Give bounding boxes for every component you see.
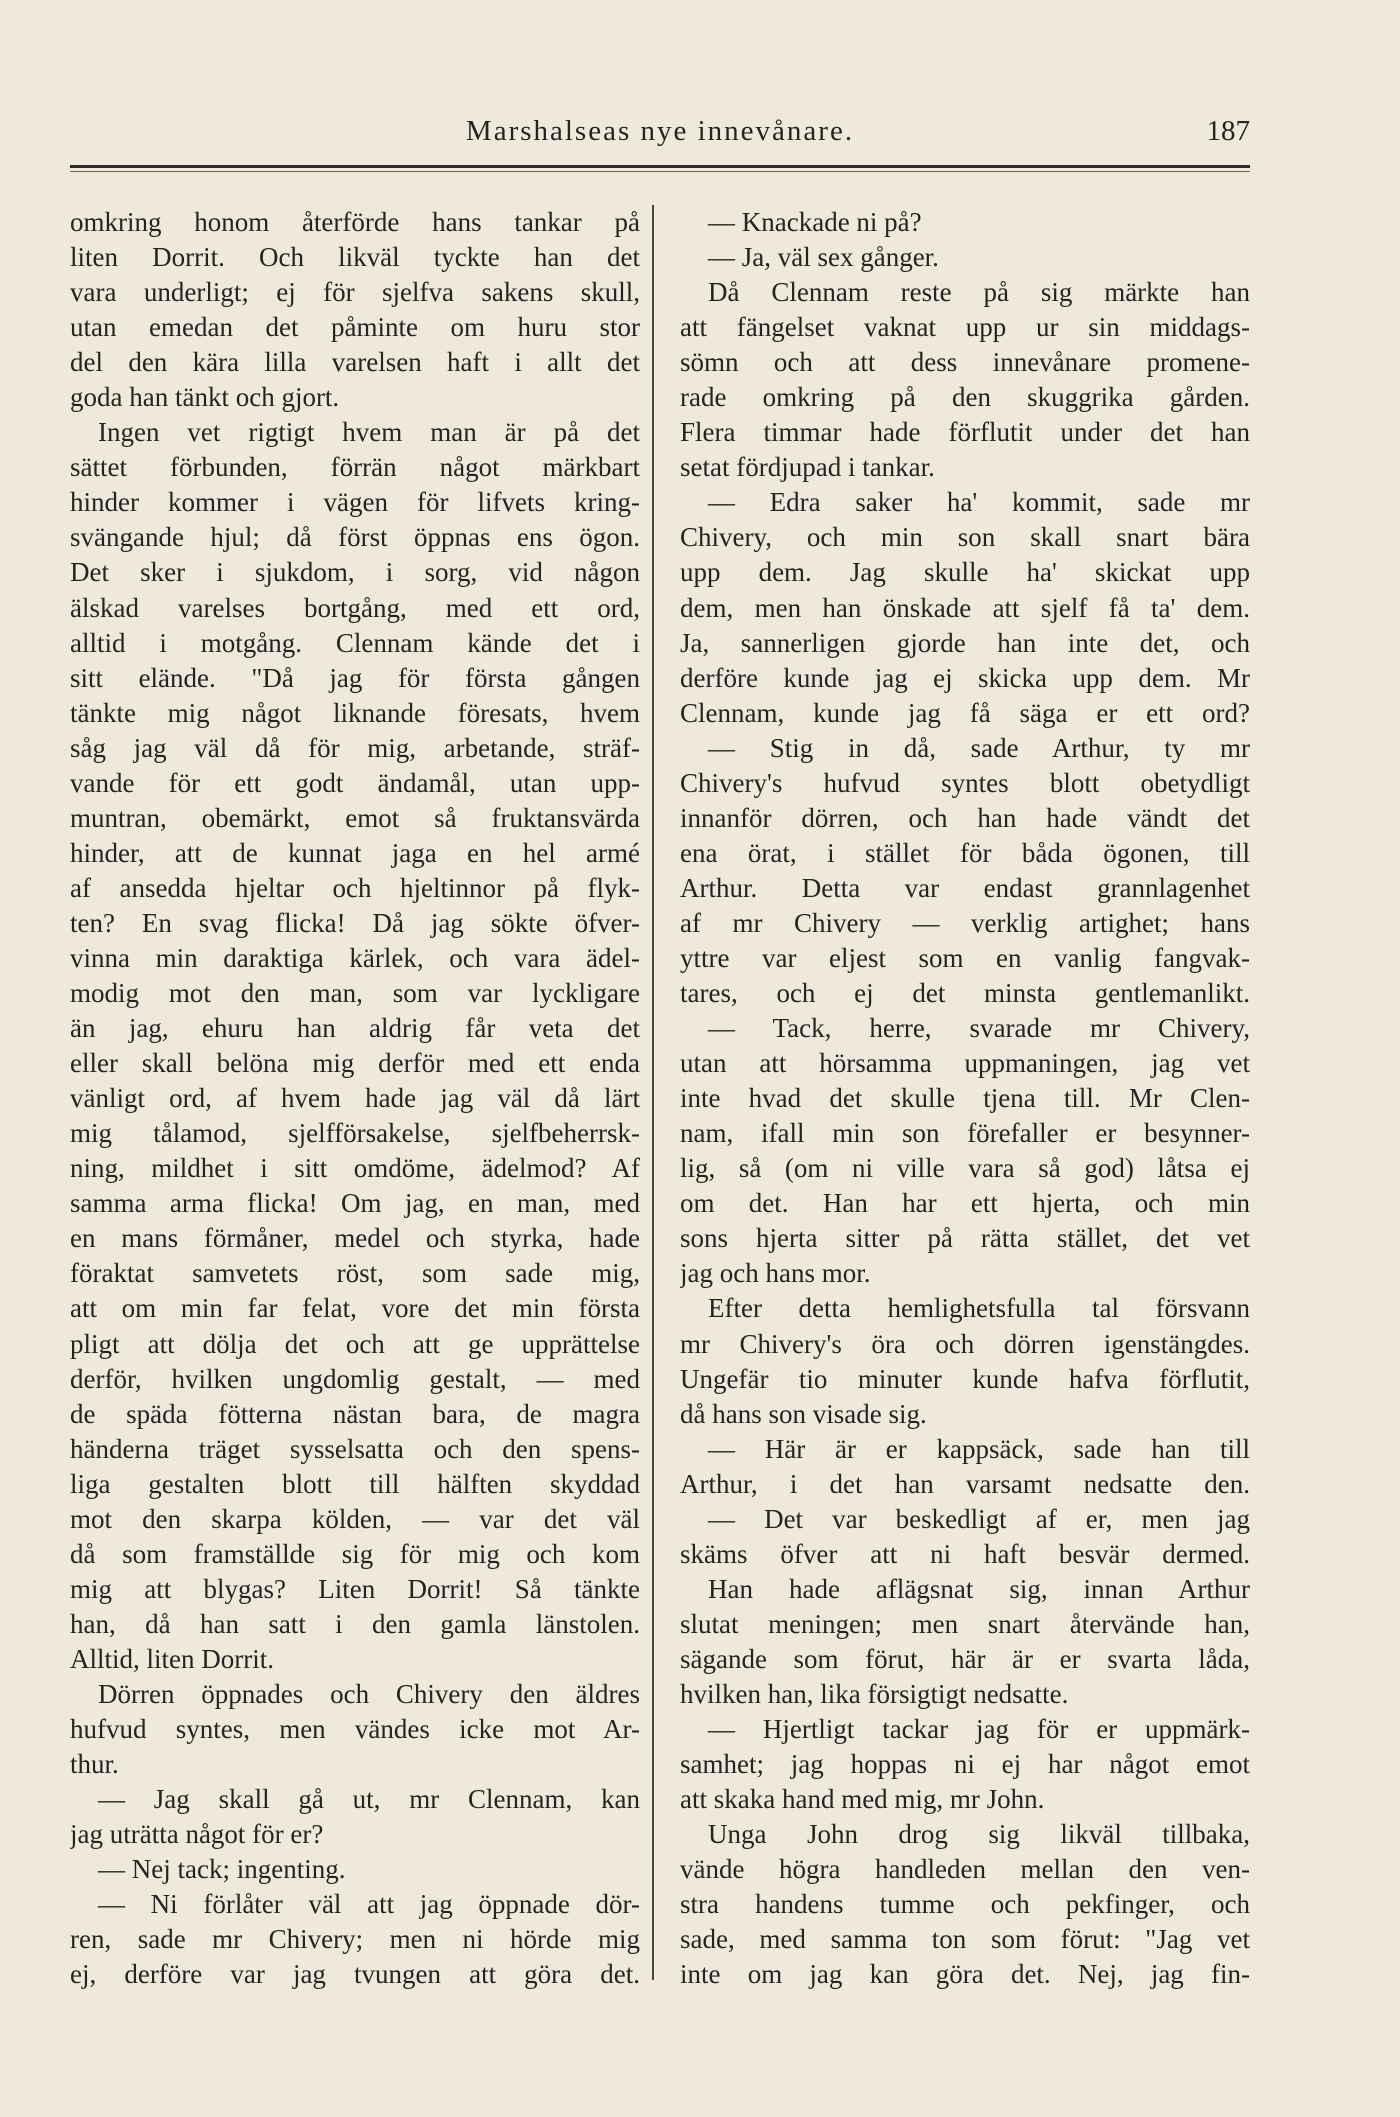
- text-line: samhet; jag hoppas ni ej har något emot: [680, 1749, 1250, 1780]
- text-line: då hans son visade sig.: [680, 1398, 927, 1429]
- text-line: sömn och att dess innevånare promene-: [680, 347, 1250, 378]
- text-line: vände högra handleden mellan den ven-: [680, 1854, 1250, 1885]
- text-line: modig mot den man, som var lyckligare: [70, 978, 640, 1009]
- text-line: Ungefär tio minuter kunde hafva förflutit,: [680, 1363, 1250, 1394]
- text-line: jag uträtta något för er?: [70, 1819, 324, 1850]
- text-line: stra handens tumme och pekfinger, och: [680, 1889, 1250, 1920]
- text-line: sons hjerta sitter på rätta stället, det vet: [680, 1223, 1250, 1254]
- text-line: han, då han satt i den gamla länstolen.: [70, 1608, 640, 1639]
- page-header: [70, 115, 1250, 155]
- running-title: Marshalseas nye innevånare.: [465, 115, 855, 147]
- text-line: goda han tänkt och gjort.: [70, 382, 340, 413]
- text-line: yttre var eljest som en vanlig fangvak-: [680, 942, 1250, 973]
- text-line: — Hjertligt tackar jag för er uppmärk-: [708, 1714, 1250, 1745]
- text-line: Flera timmar hade förflutit under det han: [680, 417, 1250, 448]
- text-line: sägande som förut, här är er svarta låda,: [680, 1643, 1250, 1674]
- text-line: ning, mildhet i sitt omdöme, ädelmod? Af: [70, 1153, 640, 1184]
- text-line: Han hade aflägsnat sig, innan Arthur: [708, 1573, 1250, 1604]
- text-line: mot den skarpa kölden, — var det väl: [70, 1503, 640, 1534]
- text-line: eller skall belöna mig derför med ett enda: [70, 1048, 640, 1079]
- text-line: — Edra saker ha' kommit, sade mr: [708, 487, 1250, 518]
- text-line: slutat meningen; men snart återvände han,: [680, 1608, 1250, 1639]
- text-line: tänkte mig något liknande föresats, hvem: [70, 697, 640, 728]
- text-line: ren, sade mr Chivery; men ni hörde mig: [70, 1924, 640, 1955]
- text-line: dem, men han önskade att sjelf få ta' dem.: [680, 592, 1250, 623]
- text-line: omkring honom återförde hans tankar på: [70, 207, 640, 237]
- text-line: sitt elände. "Då jag för första gången: [70, 662, 640, 693]
- text-line: Ja, sannerligen gjorde han inte det, och: [680, 627, 1250, 658]
- text-line: de späda fötterna nästan bara, de magra: [70, 1398, 640, 1429]
- text-line: — Det var beskedligt af er, men jag: [708, 1503, 1250, 1534]
- text-line: sättet förbunden, förrän något märkbart: [70, 452, 640, 483]
- text-line: ej, derföre var jag tvungen att göra det.: [70, 1959, 640, 1990]
- text-line: hinder kommer i vägen för lifvets kring-: [70, 487, 640, 518]
- text-line: Dörren öppnades och Chivery den äldres: [98, 1678, 640, 1709]
- text-line: lig, så (om ni ville vara så god) låtsa ej: [680, 1153, 1250, 1184]
- text-line: vinna min daraktiga kärlek, och vara ädel-: [70, 942, 640, 973]
- header-rule-thin: [70, 171, 1250, 172]
- text-line: utan emedan det påminte om huru stor: [70, 312, 640, 343]
- text-line: då som framställde sig för mig och kom: [70, 1538, 640, 1569]
- text-line: händerna träget sysselsatta och den spens-: [70, 1433, 640, 1464]
- text-line: Unga John drog sig likväl tillbaka,: [708, 1819, 1250, 1850]
- text-line: skäms öfver att ni haft besvär dermed.: [680, 1538, 1250, 1569]
- text-line: att fängelset vaknat upp ur sin middags-: [680, 312, 1250, 343]
- text-line: liga gestalten blott till hälften skyddad: [70, 1468, 640, 1499]
- text-line: — Nej tack; ingenting.: [98, 1854, 346, 1885]
- text-line: muntran, obemärkt, emot så fruktansvärda: [70, 802, 640, 833]
- text-line: Ingen vet rigtigt hvem man är på det: [98, 417, 640, 448]
- text-line: — Ni förlåter väl att jag öppnade dör-: [98, 1889, 640, 1920]
- right-column: [680, 205, 1250, 1992]
- text-line: hufvud syntes, men vändes icke mot Ar-: [70, 1714, 640, 1745]
- text-line: Arthur. Detta var endast grannlagenhet: [680, 872, 1250, 903]
- text-line: Alltid, liten Dorrit.: [70, 1643, 274, 1674]
- text-line: Efter detta hemlighetsfulla tal försvann: [708, 1293, 1250, 1324]
- text-line: innanför dörren, och han hade vändt det: [680, 802, 1250, 833]
- text-line: upp dem. Jag skulle ha' skickat upp: [680, 557, 1250, 588]
- text-line: nam, ifall min son förefaller er besynner-: [680, 1118, 1250, 1149]
- text-line: pligt att dölja det och att ge upprättelse: [70, 1328, 640, 1359]
- column-divider: [652, 205, 654, 1980]
- text-line: Det sker i sjukdom, i sorg, vid någon: [70, 557, 640, 588]
- text-line: mig tålamod, sjelfförsakelse, sjelfbeherrsk-: [70, 1118, 640, 1149]
- text-line: jag och hans mor.: [680, 1258, 871, 1289]
- left-column: [70, 205, 640, 1992]
- text-line: ena örat, i stället för båda ögonen, till: [680, 837, 1250, 868]
- text-line: mr Chivery's öra och dörren igenstängdes.: [680, 1328, 1250, 1359]
- text-line: — Stig in då, sade Arthur, ty mr: [708, 732, 1250, 763]
- text-line: föraktat samvetets röst, som sade mig,: [70, 1258, 640, 1289]
- text-line: en mans förmåner, medel och styrka, hade: [70, 1223, 640, 1254]
- text-line: att skaka hand med mig, mr John.: [680, 1784, 1045, 1815]
- text-line: setat fördjupad i tankar.: [680, 452, 935, 483]
- text-line: hvilken han, lika försigtigt nedsatte.: [680, 1678, 1069, 1709]
- header-rule: [70, 165, 1250, 168]
- text-line: Chivery's hufvud syntes blott obetydligt: [680, 767, 1250, 798]
- text-line: — Tack, herre, svarade mr Chivery,: [708, 1013, 1250, 1044]
- text-line: derför, hvilken ungdomlig gestalt, — med: [70, 1363, 640, 1394]
- text-line: del den kära lilla varelsen haft i allt det: [70, 347, 640, 378]
- text-line: tares, och ej det minsta gentlemanlikt.: [680, 978, 1250, 1009]
- text-line: än jag, ehuru han aldrig får veta det: [70, 1013, 640, 1044]
- text-line: — Här är er kappsäck, sade han till: [708, 1433, 1250, 1464]
- text-line: vande för ett godt ändamål, utan upp-: [70, 767, 640, 798]
- text-line: Clennam, kunde jag få säga er ett ord?: [680, 697, 1250, 728]
- text-line: svängande hjul; då först öppnas ens ögon.: [70, 522, 640, 553]
- text-line: — Knackade ni på?: [708, 207, 922, 237]
- text-line: vara underligt; ej för sjelfva sakens skull,: [70, 277, 640, 308]
- text-line: inte hvad det skulle tjena till. Mr Clen-: [680, 1083, 1250, 1114]
- text-line: — Ja, väl sex gånger.: [708, 242, 939, 273]
- text-line: Arthur, i det han varsamt nedsatte den.: [680, 1468, 1250, 1499]
- text-line: inte om jag kan göra det. Nej, jag fin-: [680, 1959, 1250, 1990]
- text-line: älskad varelses bortgång, med ett ord,: [70, 592, 640, 623]
- text-line: derföre kunde jag ej skicka upp dem. Mr: [680, 662, 1250, 693]
- text-line: att om min far felat, vore det min första: [70, 1293, 640, 1324]
- text-line: liten Dorrit. Och likväl tyckte han det: [70, 242, 640, 273]
- text-line: samma arma flicka! Om jag, en man, med: [70, 1188, 640, 1219]
- text-line: alltid i motgång. Clennam kände det i: [70, 627, 640, 658]
- text-line: såg jag väl då för mig, arbetande, sträf-: [70, 732, 640, 763]
- text-line: hinder, att de kunnat jaga en hel armé: [70, 837, 640, 868]
- text-line: Då Clennam reste på sig märkte han: [708, 277, 1250, 308]
- text-line: — Jag skall gå ut, mr Clennam, kan: [98, 1784, 640, 1815]
- text-line: af ansedda hjeltar och hjeltinnor på flyk-: [70, 872, 640, 903]
- text-line: Chivery, och min son skall snart bära: [680, 522, 1250, 553]
- text-line: af mr Chivery — verklig artighet; hans: [680, 907, 1250, 938]
- text-line: thur.: [70, 1749, 119, 1780]
- text-line: om det. Han har ett hjerta, och min: [680, 1188, 1250, 1219]
- text-line: utan att hörsamma uppmaningen, jag vet: [680, 1048, 1250, 1079]
- text-line: ten? En svag flicka! Då jag sökte öfver-: [70, 907, 640, 938]
- text-line: vänligt ord, af hvem hade jag väl då lärt: [70, 1083, 640, 1114]
- text-line: mig att blygas? Liten Dorrit! Så tänkte: [70, 1573, 640, 1604]
- text-line: rade omkring på den skuggrika gården.: [680, 382, 1250, 413]
- page-number: 187: [1206, 115, 1250, 147]
- text-line: sade, med samma ton som förut: "Jag vet: [680, 1924, 1250, 1955]
